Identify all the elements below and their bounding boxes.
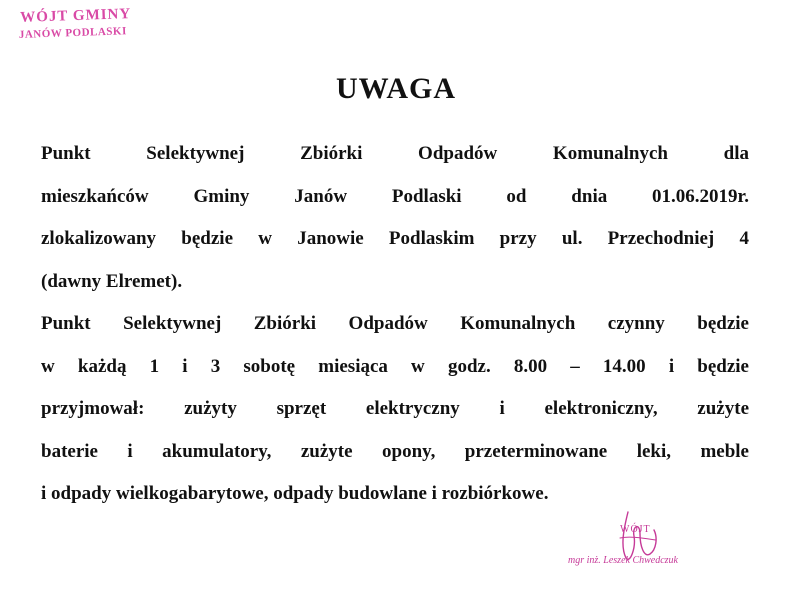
- paragraph-line: przyjmował: zużyty sprzęt elektryczny i elektroniczny, zużyte: [41, 398, 749, 419]
- paragraph-line: i odpady wielkogabarytowe, odpady budowlane i rozbiórkowe.: [41, 483, 549, 504]
- paragraph-line: (dawny Elremet).: [41, 270, 183, 292]
- paragraph-line: zlokalizowany będzie w Janowie Podlaskim przy ul. Przechodniej 4: [41, 228, 749, 249]
- paragraph-line: Punkt Selektywnej Zbiórki Odpadów Komunalnych dla: [41, 143, 749, 164]
- paragraph-line: Punkt Selektywnej Zbiórki Odpadów Komunalnych czynny będzie: [41, 313, 749, 334]
- signature-block: [560, 508, 740, 578]
- signature-name: mgr inż. Leszek Chwedczuk: [568, 555, 678, 566]
- signature-role: WÓJT: [620, 524, 651, 535]
- paragraph-line: w każdą 1 i 3 sobotę miesiąca w godz. 8.00 – 14.00 i będzie: [41, 355, 749, 377]
- page-title: UWAGA: [335, 72, 456, 105]
- paragraph-schedule: [41, 303, 749, 516]
- paragraph-line: mieszkańców Gminy Janów Podlaski od dnia 01.06.2019r.: [41, 185, 749, 207]
- paragraph-location: [41, 133, 749, 303]
- paragraph-line: baterie i akumulatory, zużyte opony, przeterminowane leki, meble: [41, 440, 749, 462]
- office-stamp: [18, 6, 132, 41]
- stamp-line-2: JANÓW PODLASKI: [18, 25, 127, 41]
- stamp-line-1: WÓJT GMINY: [19, 6, 132, 26]
